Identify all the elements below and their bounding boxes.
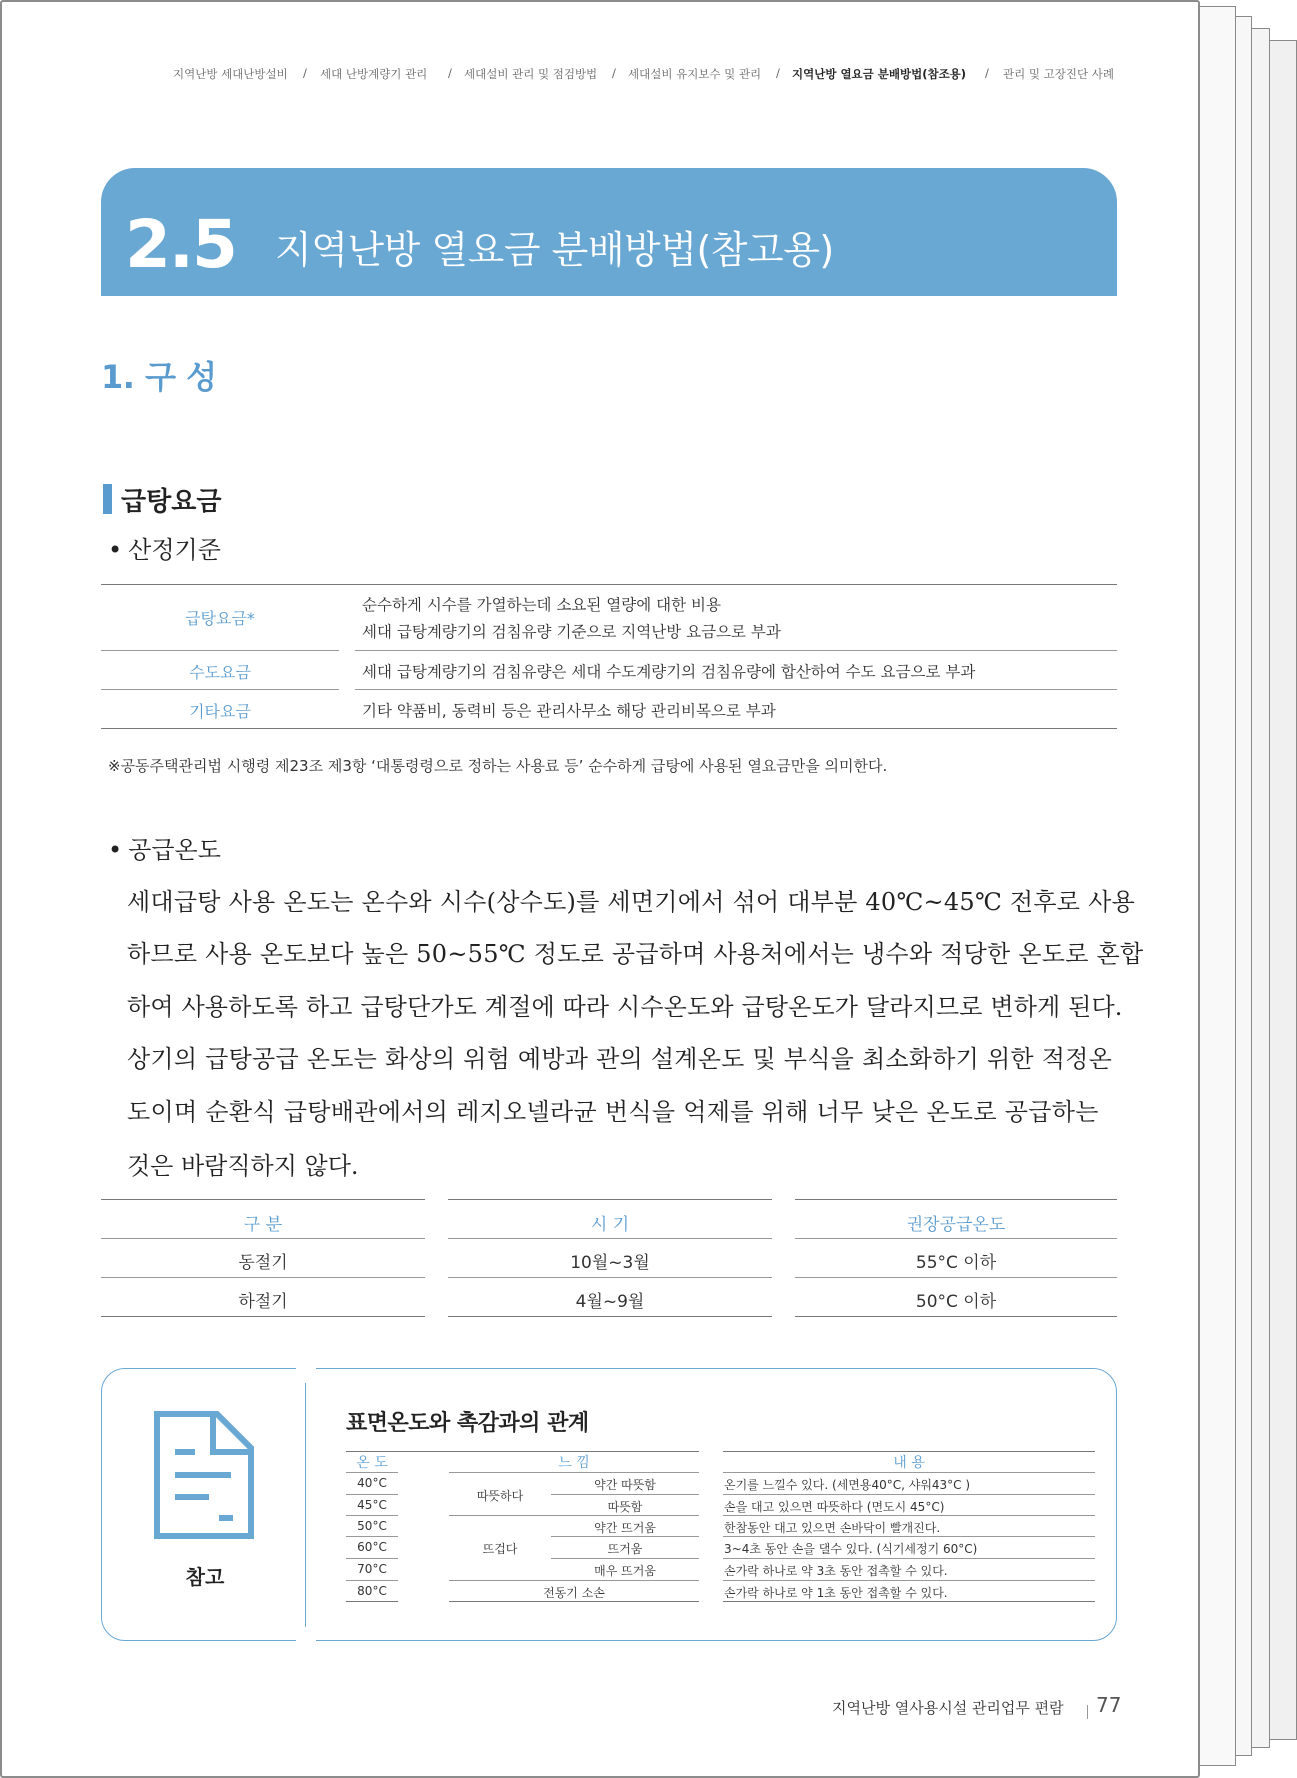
- feeling-cell: 매우 뜨거움: [594, 1564, 656, 1578]
- table-cell: 55°C 이하: [915, 1253, 997, 1273]
- basis-text: 세대 급탕계량기의 검침유량 기준으로 지역난방 요금으로 부과: [362, 623, 781, 641]
- content-cell: 손을 대고 있으면 따뜻하다 (면도시 45°C): [724, 1500, 945, 1514]
- table-rule: [795, 1238, 1117, 1239]
- table-rule: [448, 1316, 772, 1317]
- breadcrumb-item-current[interactable]: 지역난방 열요금 분배방법(참조용): [792, 67, 967, 81]
- paragraph-line: 하므로 사용 온도보다 높은 50~55℃ 정도로 공급하며 사용처에서는 냉수와 적당한 온도로 혼합: [127, 940, 1144, 968]
- table-rule: [346, 1558, 398, 1559]
- section-number: 2.5: [125, 206, 236, 283]
- paragraph-line: 도이며 순환식 급탕배관에서의 레지오넬라균 번식을 억제를 위해 너무 낮은 온도로 공급하는: [127, 1098, 1099, 1126]
- feeling-group: 뜨겁다: [482, 1542, 518, 1556]
- table-rule: [346, 1536, 398, 1537]
- table-rule: [346, 1494, 398, 1495]
- basis-label: 수도요금: [189, 663, 251, 682]
- table-rule: [551, 1558, 699, 1559]
- footer-title: 지역난방 열사용시설 관리업무 편람: [832, 1699, 1064, 1717]
- table-rule: [723, 1494, 1095, 1495]
- table-rule: [795, 1277, 1117, 1278]
- feeling-cell: 따뜻함: [607, 1500, 643, 1514]
- heading-hot-water-fee: 급탕요금: [121, 487, 222, 517]
- column-header: 온 도: [356, 1455, 388, 1471]
- breadcrumb-separator: /: [612, 66, 616, 80]
- bullet-basis: • 산정기준: [108, 530, 221, 565]
- column-header: 내 용: [893, 1455, 925, 1471]
- feeling-cell: 약간 따뜻함: [594, 1478, 656, 1492]
- table-rule: [449, 1515, 699, 1516]
- table-rule: [449, 1601, 699, 1602]
- temp-cell: 50°C: [357, 1519, 387, 1533]
- breadcrumb-item[interactable]: 지역난방 세대난방설비: [173, 67, 288, 81]
- table-rule: [355, 689, 1117, 690]
- table-rule: [101, 1238, 425, 1239]
- reference-notch: [296, 1364, 316, 1378]
- paragraph-line: 하여 사용하도록 하고 급탕단가도 계절에 따라 시수온도와 급탕온도가 달라지므로 변하게 된다.: [127, 993, 1123, 1021]
- breadcrumb-separator: /: [776, 66, 780, 80]
- section-banner: [101, 168, 1117, 296]
- table-rule: [101, 1316, 425, 1317]
- table-rule: [795, 1199, 1117, 1200]
- breadcrumb-separator: /: [985, 66, 989, 80]
- content-cell: 손가락 하나로 약 1초 동안 접촉할 수 있다.: [724, 1586, 948, 1600]
- table-cell: 4월~9월: [575, 1292, 645, 1312]
- breadcrumb-item[interactable]: 세대 난방계량기 관리: [320, 67, 428, 81]
- reference-title: 표면온도와 촉감과의 관계: [346, 1411, 589, 1436]
- temp-cell: 80°C: [357, 1584, 387, 1598]
- table-cell: 10월~3월: [570, 1253, 650, 1273]
- table-rule: [101, 689, 339, 690]
- table-rule: [101, 1199, 425, 1200]
- table-rule: [723, 1536, 1095, 1537]
- table-rule: [723, 1472, 1095, 1473]
- content-cell: 온기를 느낄수 있다. (세면용40°C, 샤워43°C ): [724, 1478, 971, 1492]
- breadcrumb-separator: /: [448, 66, 452, 80]
- column-header: 느 낌: [558, 1455, 590, 1471]
- table-rule: [346, 1601, 398, 1602]
- document-icon: [153, 1410, 255, 1540]
- table-rule: [101, 650, 339, 651]
- table-rule: [346, 1515, 398, 1516]
- bullet-supply-temp: • 공급온도: [108, 830, 221, 865]
- paragraph-line: 상기의 급탕공급 온도는 화상의 위험 예방과 관의 설계온도 및 부식을 최소화하기 위한 적정온: [127, 1045, 1113, 1073]
- column-header: 시 기: [590, 1215, 630, 1235]
- temp-cell: 45°C: [357, 1498, 387, 1512]
- breadcrumb-item[interactable]: 관리 및 고장진단 사례: [1003, 67, 1114, 81]
- basis-label: 기타요금: [189, 702, 251, 721]
- table-rule: [448, 1238, 772, 1239]
- basis-text: 순수하게 시수를 가열하는데 소요된 열량에 대한 비용: [362, 596, 721, 614]
- basis-text: 세대 급탕계량기의 검침유량은 세대 수도계량기의 검침유량에 합산하여 수도 요금으로 부과: [362, 663, 976, 681]
- table-rule: [551, 1536, 699, 1537]
- table-cell: 동절기: [238, 1253, 288, 1273]
- basis-text: 기타 약품비, 동력비 등은 관리사무소 해당 관리비목으로 부과: [362, 702, 776, 720]
- reference-divider: [305, 1383, 306, 1627]
- paragraph-line: 세대급탕 사용 온도는 온수와 시수(상수도)를 세면기에서 섞어 대부분 40℃~45℃ 전후로 사용: [127, 888, 1135, 916]
- temp-cell: 70°C: [357, 1562, 387, 1576]
- heading-composition: 1. 구 성: [101, 358, 217, 396]
- table-rule: [723, 1558, 1095, 1559]
- table-rule: [101, 584, 1117, 585]
- table-rule: [101, 1277, 425, 1278]
- table-rule: [723, 1601, 1095, 1602]
- reference-notch: [296, 1632, 316, 1646]
- table-rule: [448, 1199, 772, 1200]
- table-cell: 50°C 이하: [915, 1292, 997, 1312]
- table-rule: [355, 650, 1117, 651]
- table-rule: [723, 1515, 1095, 1516]
- feeling-cell: 뜨거움: [607, 1542, 643, 1556]
- table-rule: [795, 1316, 1117, 1317]
- table-cell: 하절기: [238, 1292, 288, 1312]
- table-rule: [449, 1580, 699, 1581]
- reference-label: 참고: [185, 1565, 225, 1589]
- table-rule: [449, 1472, 699, 1473]
- page-number: 77: [1096, 1693, 1122, 1717]
- table-rule: [723, 1580, 1095, 1581]
- breadcrumb-item[interactable]: 세대설비 유지보수 및 관리: [628, 67, 762, 81]
- table-rule: [346, 1580, 398, 1581]
- content-cell: 한참동안 대고 있으면 손바닥이 빨개진다.: [724, 1521, 941, 1535]
- column-header: 권장공급온도: [906, 1215, 1006, 1235]
- paragraph-line: 것은 바람직하지 않다.: [127, 1152, 359, 1180]
- column-header: 구 분: [243, 1215, 283, 1235]
- footer-divider: [1087, 1705, 1088, 1719]
- table-rule: [551, 1494, 699, 1495]
- content-cell: 3~4초 동안 손을 댈수 있다. (식기세정기 60°C): [724, 1542, 978, 1556]
- temp-cell: 60°C: [357, 1540, 387, 1554]
- breadcrumb-separator: /: [303, 66, 307, 80]
- table-rule: [448, 1277, 772, 1278]
- basis-label: 급탕요금*: [185, 609, 255, 628]
- footnote: ※공동주택관리법 시행령 제23조 제3항 ‘대통령령으로 정하는 사용료 등’ 순수하게 급탕에 사용된 열요금만을 의미한다.: [108, 757, 888, 775]
- content-cell: 손가락 하나로 약 3초 동안 접촉할 수 있다.: [724, 1564, 948, 1578]
- breadcrumb-item[interactable]: 세대설비 관리 및 점검방법: [464, 67, 598, 81]
- page-stack-edge: [1196, 6, 1236, 1766]
- temp-cell: 40°C: [357, 1476, 387, 1490]
- table-rule: [101, 728, 1117, 729]
- heading-marker: [103, 484, 112, 514]
- feeling-cell: 약간 뜨거움: [594, 1521, 656, 1535]
- feeling-cell: 전동기 소손: [543, 1586, 605, 1600]
- table-rule: [346, 1472, 398, 1473]
- section-title: 지역난방 열요금 분배방법(참고용): [275, 228, 834, 272]
- feeling-group: 따뜻하다: [476, 1489, 524, 1503]
